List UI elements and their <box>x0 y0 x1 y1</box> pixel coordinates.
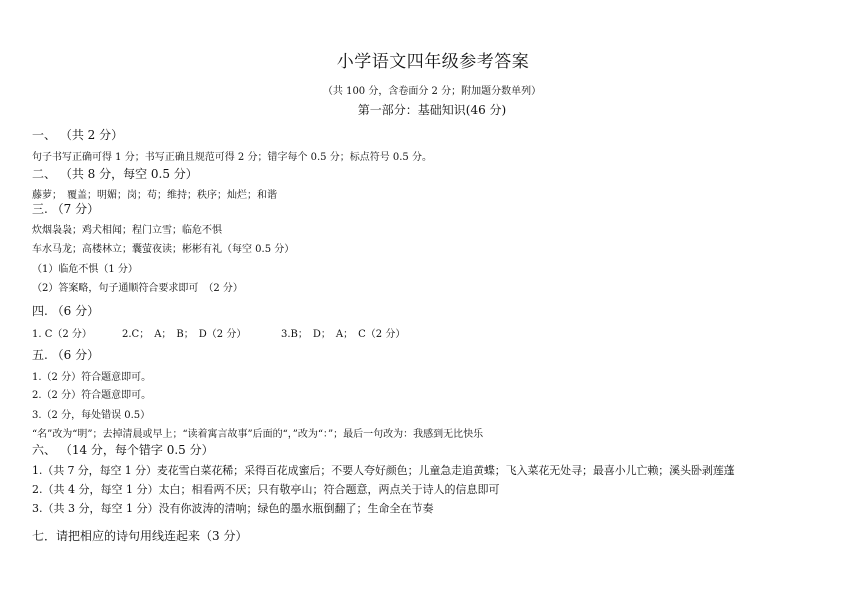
document-title: 小学语文四年级参考答案 <box>336 52 530 72</box>
section-1-heading: 一、 （共 2 分） <box>32 128 124 142</box>
section-5-heading: 五. （6 分） <box>32 348 100 362</box>
section-4-answer-2: 2.C； A； B； D（2 分） <box>122 329 247 340</box>
section-5-text-3: 3.（2 分，每处错误 0.5） <box>32 410 151 421</box>
part-one-heading: 第一部分：基础知识(46 分) <box>357 103 507 117</box>
section-3-text-1: 炊烟袅袅；鸡犬相闻；程门立雪；临危不惧 <box>32 225 222 236</box>
section-4-heading: 四. （6 分） <box>32 304 100 318</box>
section-6-text-1: 1.（共 7 分，每空 1 分）麦花雪白菜花稀；采得百花成蜜后；不要人夸好颜色；儿童急走追黄蝶；飞入菜花无处寻；最喜小儿亡赖；溪头卧剥莲蓬 <box>32 464 735 477</box>
section-3-text-4: （2）答案略，句子通顺符合要求即可 （2 分） <box>32 283 243 294</box>
section-6-text-2: 2.（共 4 分，每空 1 分）太白；相看两不厌；只有敬亭山；符合题意，两点关于诗人的信息即可 <box>32 483 500 496</box>
section-5-text-1: 1.（2 分）符合题意即可。 <box>32 372 152 383</box>
section-7-heading: 七．请把相应的诗句用线连起来（3 分） <box>32 529 248 543</box>
section-5-text-2: 2.（2 分）符合题意即可。 <box>32 390 152 401</box>
section-3-text-3: （1）临危不惧（1 分） <box>32 264 138 275</box>
section-3-heading: 三. （7 分） <box>32 202 100 216</box>
section-6-text-3: 3.（共 3 分，每空 1 分）没有你波涛的清响；绿色的墨水瓶倒翻了；生命全在节奏 <box>32 502 434 515</box>
document-subtitle: （共 100 分，含卷面分 2 分；附加题分数单列） <box>322 86 542 97</box>
section-6-heading: 六、 （14 分，每个错字 0.5 分） <box>32 443 214 457</box>
section-4-answer-1: 1. C（2 分） <box>32 329 92 340</box>
section-2-text: 藤萝； 覆盖；明媚；岗；苟；维持；秩序；灿烂；和谐 <box>32 190 277 201</box>
section-4-answer-3: 3.B； D； A； C（2 分） <box>281 329 406 340</box>
section-2-heading: 二、 （共 8 分，每空 0.5 分） <box>32 167 198 181</box>
section-3-text-2: 车水马龙；高楼林立；囊萤夜读；彬彬有礼（每空 0.5 分） <box>32 244 295 255</box>
section-1-text: 句子书写正确可得 1 分；书写正确且规范可得 2 分；错字每个 0.5 分；标点符号 0.5 分。 <box>32 152 432 163</box>
section-5-text-4: “名”改为“明”；去掉清晨或早上；“读着寓言故事”后面的“，”改为“：”；最后一句改为：我感到无比快乐 <box>32 429 484 440</box>
